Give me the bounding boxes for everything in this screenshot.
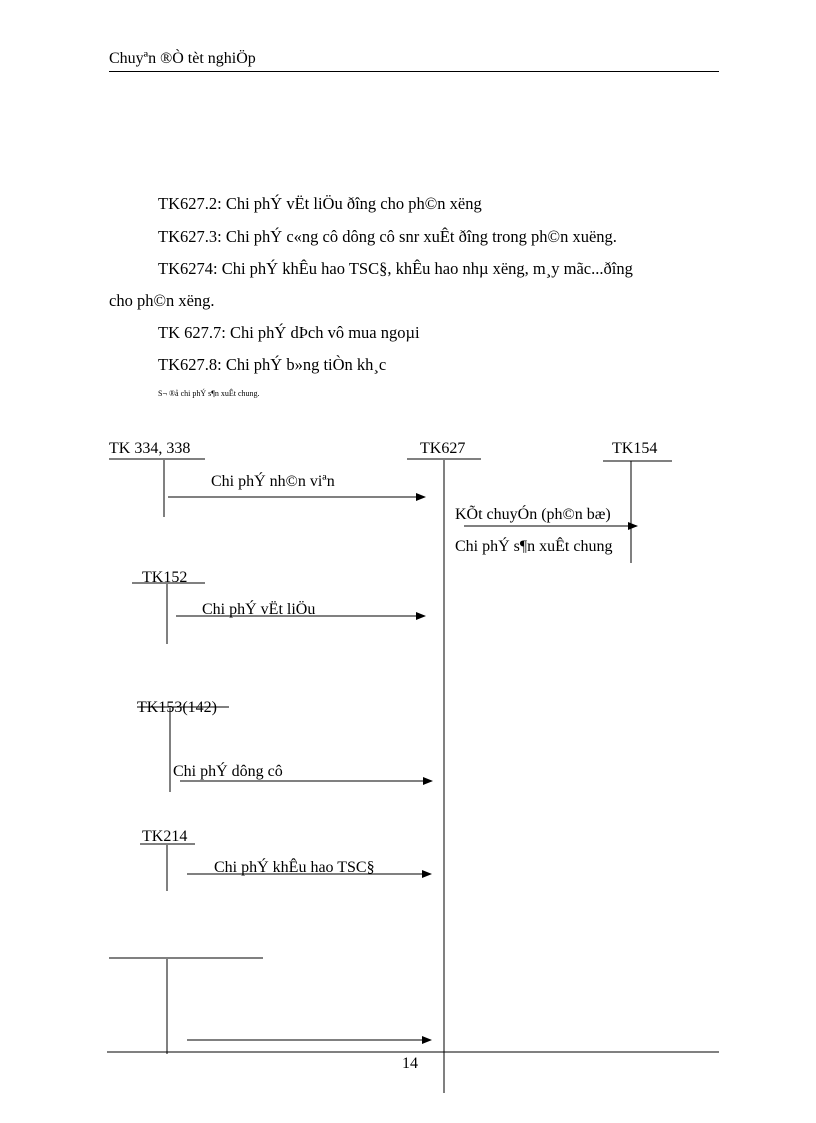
document-header: Chuyªn ®Ò tèt nghiÖp	[109, 50, 256, 67]
body-line: cho ph©n xëng.	[109, 291, 215, 310]
transfer-label-2: Chi phÝ s¶n xuÊt chung	[455, 538, 613, 555]
staff-cost-label: Chi phÝ nh©n viªn	[211, 473, 335, 490]
body-line: TK6274: Chi phÝ khÊu hao TSC§, khÊu hao nhµ xëng, m¸y mãc...ðîng	[158, 259, 633, 278]
page-number: 14	[402, 1055, 418, 1072]
body-line: TK 627.7: Chi phÝ dÞch vô mua ngoµi	[158, 323, 420, 342]
tk627-label: TK627	[420, 440, 466, 457]
tk152-label: TK152	[142, 569, 188, 586]
diagram-caption: S¬ ®å chi phÝ s¶n xuÊt chung.	[158, 389, 260, 398]
body-line: TK627.8: Chi phÝ b»ng tiÒn kh¸c	[158, 355, 387, 374]
body-line: TK627.3: Chi phÝ c«ng cô dông cô snr xuÊt ðîng trong ph©n xuëng.	[158, 227, 617, 246]
tools-cost-label: Chi phÝ dông cô	[173, 763, 283, 780]
tk154-label: TK154	[612, 440, 658, 457]
depreciation-cost-label: Chi phÝ khÊu hao TSC§	[214, 859, 375, 876]
tk214-label: TK214	[142, 828, 188, 845]
transfer-label-1: KÕt chuyÓn (ph©n bæ)	[455, 506, 611, 523]
tk153-label: TK153(142)	[137, 699, 217, 716]
materials-cost-label: Chi phÝ vËt liÖu	[202, 601, 316, 618]
tk334-label: TK 334, 338	[109, 440, 191, 457]
body-line: TK627.2: Chi phÝ vËt liÖu ðîng cho ph©n xëng	[158, 194, 482, 213]
